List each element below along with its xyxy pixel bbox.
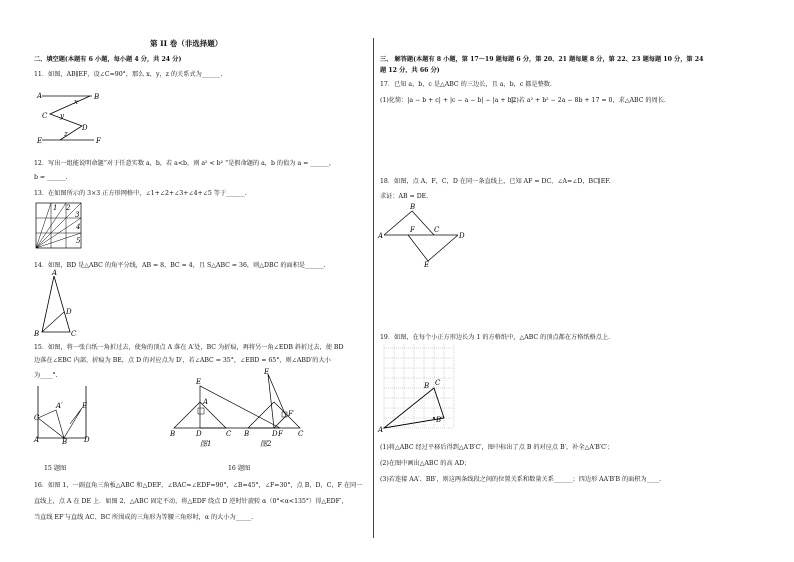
svg-text:z: z [64,130,68,138]
question-19-part3: (3)若连接 AA′、BB′，则这两条线段之间的位置关系和数量关系______；四边形 AA′B′B 的面积为____. [380,476,662,483]
column-divider [373,38,374,538]
svg-text:D: D [82,124,88,132]
figure-q14 [34,269,77,338]
svg-text:D: D [66,308,72,316]
svg-text:A: A [203,398,209,406]
question-15-line2: 边落在∠EBC 内部，折痕为 BE，点 D 的对应点为 D′，若∠ABC = 35°，∠EBD = 65°，则∠ABD′的大小 [34,357,331,364]
figure-q18 [378,205,468,267]
svg-text:E: E [196,378,202,386]
svg-text:C: C [71,330,77,338]
section3-heading-line2: 题 12 分，共 66 分) [380,67,440,74]
question-19-part1: (1)将△ABC 经过平移后得到△A′B′C′，图中标出了点 B 的对应点 B′，补全△A′B′C′； [380,444,614,451]
svg-text:A: A [34,436,40,444]
svg-text:y: y [60,112,64,120]
question-11: 11．如图，AB∥EF，设∠C=90°，那么 x，y，z 的关系式为______. [34,71,223,78]
svg-text:A: A [37,92,43,100]
question-18: 18．如图，点 A，F，C，D 在同一条直线上，已知 AF = DC，∠A=∠D，BC∥EF. [380,178,611,185]
svg-text:F: F [96,137,101,145]
question-19: 19．如图，在每个小正方形边长为 1 的方格纸中，△ABC 的顶点都在方格纸格点上. [380,334,611,341]
question-18-prove: 求证：AB = DE. [380,193,429,200]
svg-text:F: F [410,226,415,234]
svg-text:C: C [434,226,440,234]
svg-text:B: B [424,382,430,390]
svg-text:E: E [264,368,270,376]
figure-2-label: 图2 [260,440,272,448]
svg-text:B: B [244,430,250,438]
question-19-part2: (2)在图中画出△ABC 的高 AD； [380,460,471,467]
figure-q15 [34,384,92,444]
svg-text:B: B [410,203,416,211]
svg-text:C: C [298,430,304,438]
question-16-line2: 直线上，点 A 在 DE 上．如图 2，△ABC 固定不动，将△EDF 绕点 D 逆时针旋转 α（0°<α<135°）得△EDF′， [34,498,348,505]
svg-text:A: A [378,426,384,434]
svg-text:3: 3 [75,211,80,219]
svg-text:4: 4 [76,223,81,231]
svg-text:B: B [34,330,40,338]
caption-q15: 15 题图 [44,465,67,472]
question-17-part1: (1)化简：|a − b + c| + |c − a − b| − |a + b|； [380,97,520,104]
caption-q16: 16 题图 [228,465,251,472]
svg-text:B: B [94,93,100,101]
page-title: 第 II 卷（非选择题） [150,39,223,48]
svg-text:1: 1 [53,204,58,212]
svg-text:C: C [42,112,48,120]
svg-text:D: D [196,430,202,438]
svg-text:A: A [52,269,58,277]
question-13: 13．在如图所示的 3×3 正方形网格中，∠1+∠2+∠3+∠4+∠5 等于______. [34,190,247,197]
svg-text:C: C [226,430,232,438]
figure-q13-grid [36,203,82,249]
svg-text:E: E [424,261,430,269]
section2-heading: 二、填空题(本题有 6 小题，每小题 4 分，共 24 分) [34,56,182,63]
question-14: 14．如图，BD 是△ABC 的角平分线，AB = 8，BC = 4，且 S△ABC = 36，则△DBC 的面积是______. [34,262,326,269]
section3-heading-line1: 三、 解答题(本题有 8 小题，第 17～19 题每题 6 分，第 20、21 题每题 8 分，第 22、23 题每题 10 分，第 24 [380,56,704,63]
figure-q16-2 [238,368,328,448]
svg-text:D: D [459,232,465,240]
figure-1-label: 图1 [200,440,212,448]
svg-text:B: B [62,438,68,446]
svg-text:C: C [435,379,441,387]
svg-text:D: D [84,436,90,444]
svg-text:F′: F′ [288,410,295,418]
svg-text:C: C [34,414,40,422]
svg-text:E: E [82,402,88,410]
question-17-part2: (2)若 a² + b² − 2a − 8b + 17 = 0，求△ABC 的周长. [510,97,666,104]
svg-text:B: B [170,430,176,438]
question-12-line2: b = ______. [34,174,68,181]
svg-text:B′: B′ [436,416,443,424]
question-16-line3: 当直线 EF′与直线 AC、BC 所围成的三角形为等腰三角形时，α 的大小为_____. [34,514,254,521]
svg-text:A: A [378,232,384,240]
figure-q19-grid [378,344,464,432]
svg-text:2: 2 [66,204,71,212]
svg-text:A′: A′ [56,402,63,410]
svg-text:x: x [74,98,78,106]
figure-q11 [34,88,104,146]
question-15-line1: 15．如图，将一张白纸一角折过去，使角的顶点 A 落在 A′处，BC 为折痕，再将另一角∠EDB 斜折过去，使 BD [34,344,344,351]
svg-text:D: D [272,430,278,438]
question-15-line3: 为____°. [34,372,58,379]
svg-text:F: F [278,430,283,438]
question-17: 17．已知 a，b，c 是△ABC 的三边长，且 a，b，c 都是整数. [380,81,552,88]
question-16-line1: 16．如图 1，一副直角三角板△ABC 和△DEF，∠BAC=∠EDF=90°，∠B=45°，∠F=30°，点 B，D，C，F 在同一 [34,482,363,489]
question-12-line1: 12．写出一组能说明命题“对于任意实数 a，b，若 a<b，则 a² < b² ”是假命题的 a，b 的值为 a = ______， [34,160,336,167]
svg-text:5: 5 [76,237,81,245]
svg-text:E: E [37,137,43,145]
